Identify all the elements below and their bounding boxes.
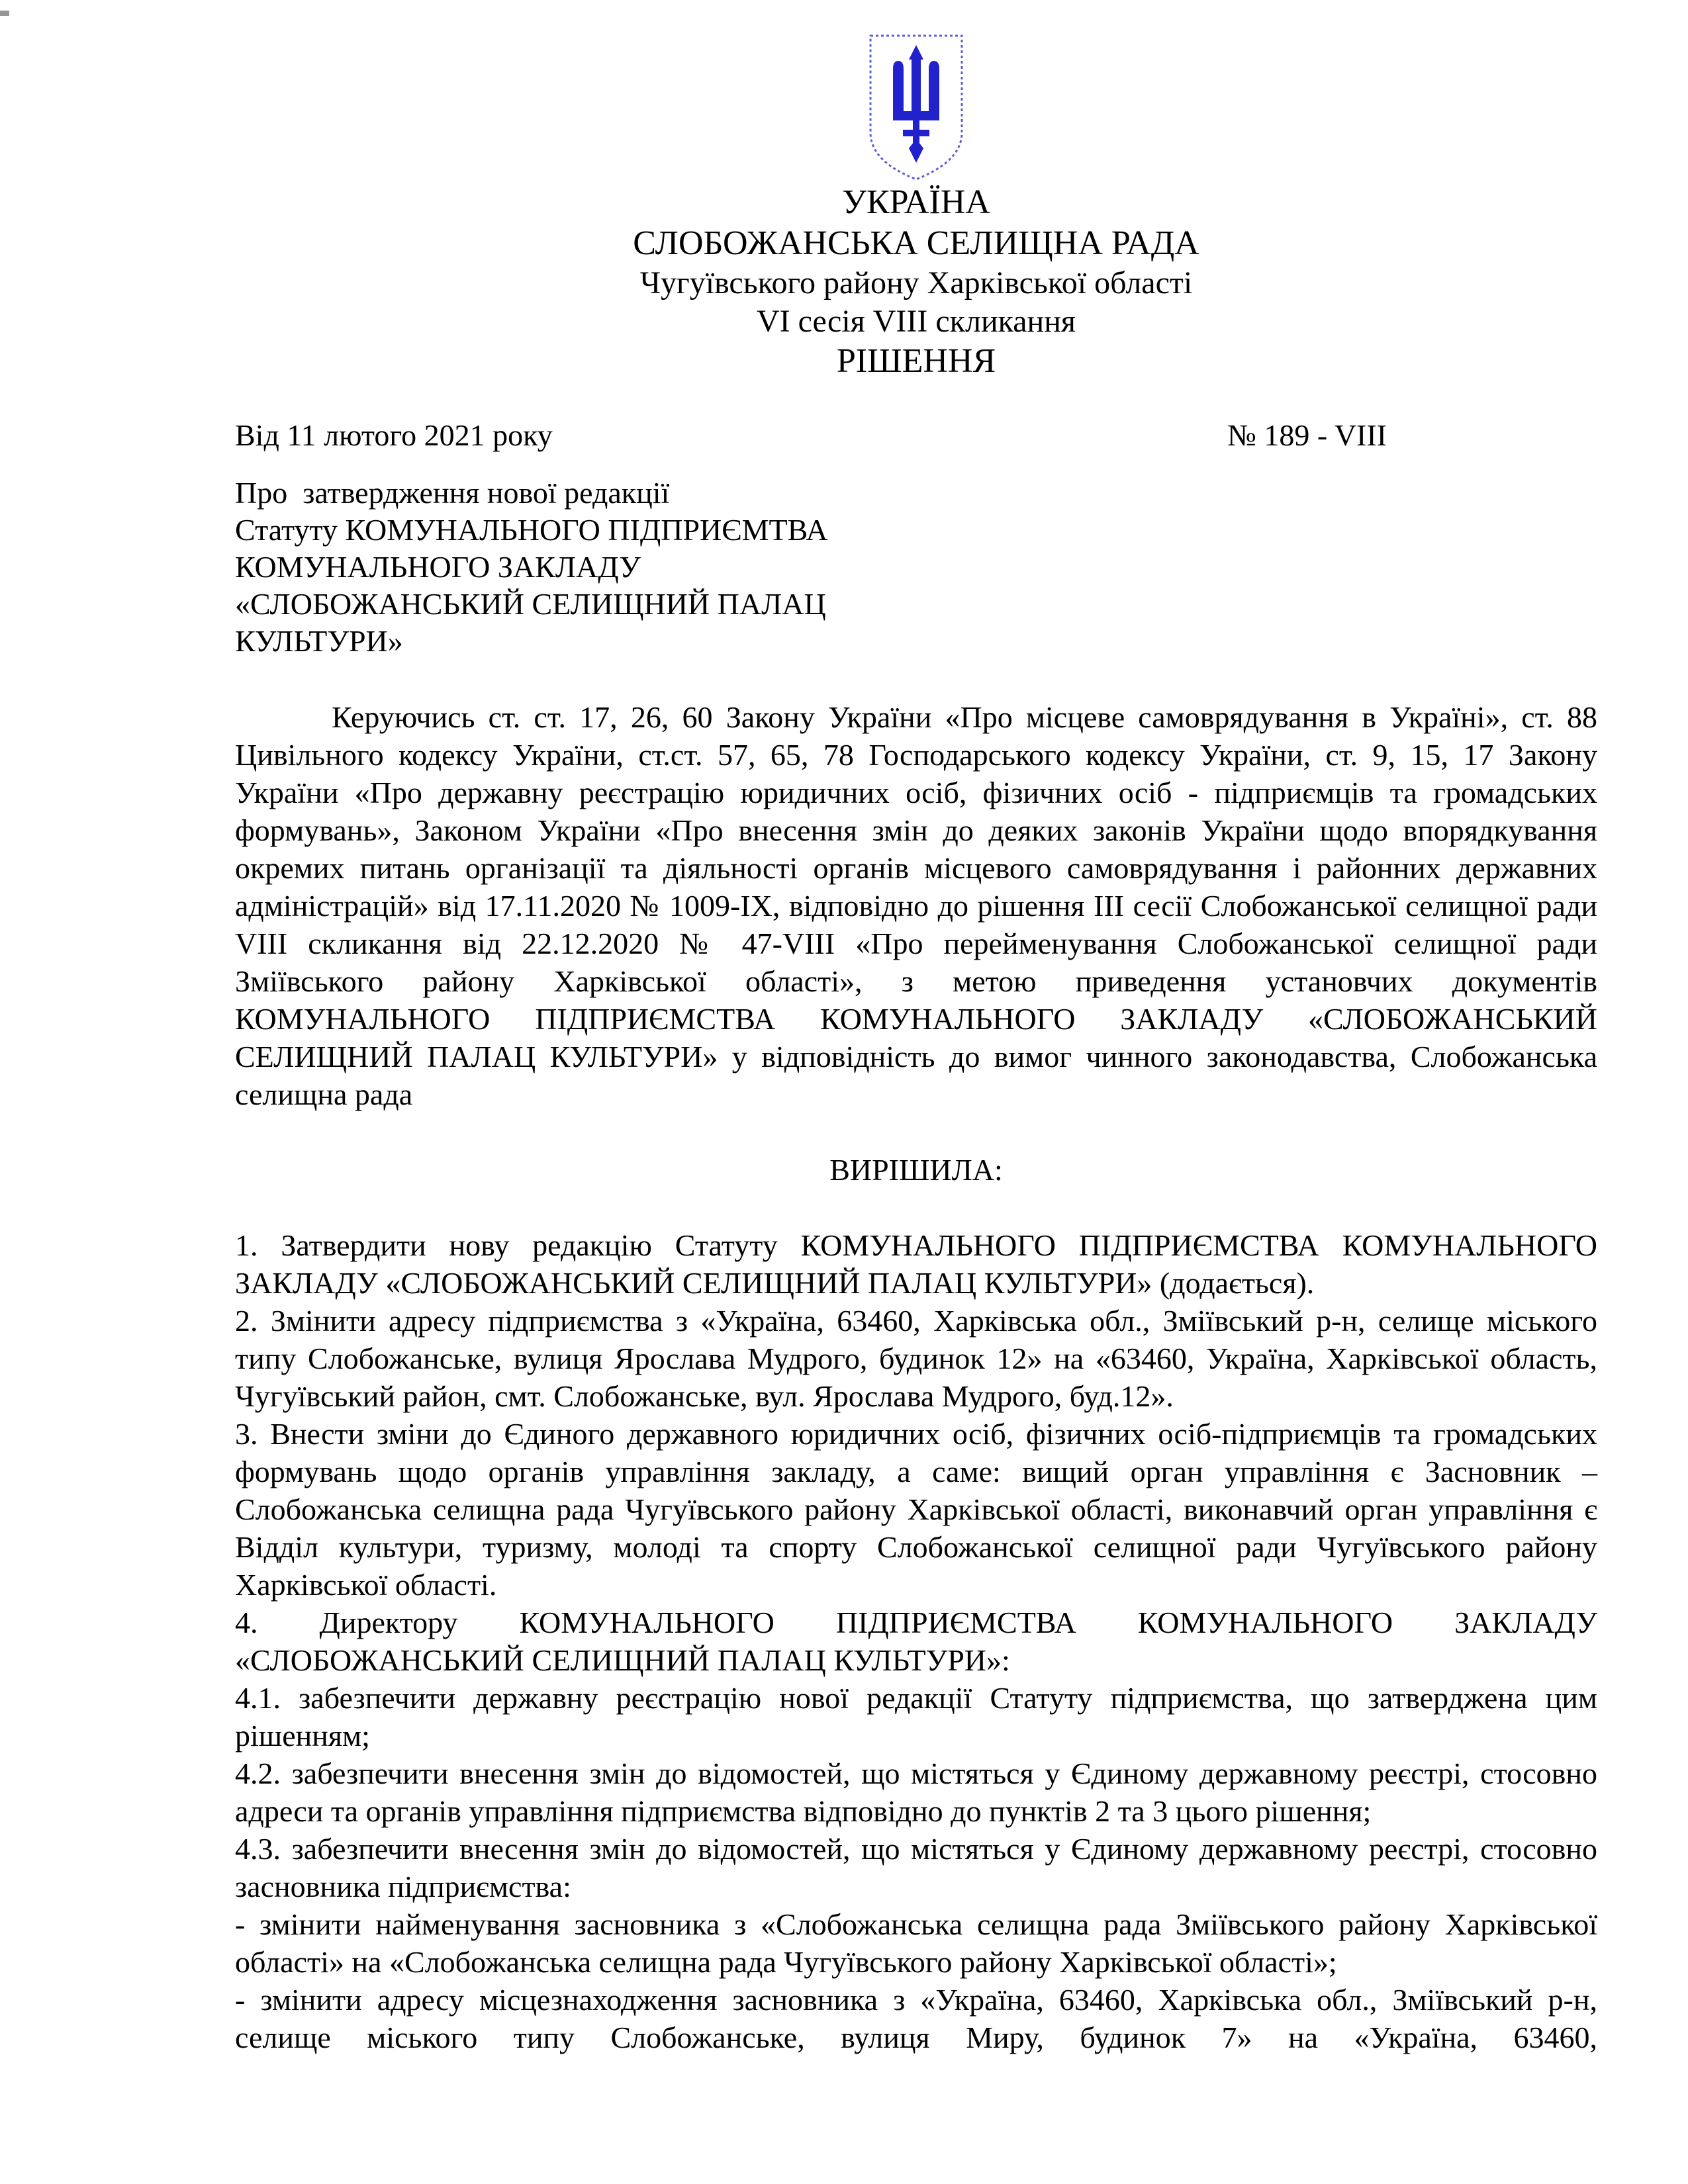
document-type-title: РІШЕННЯ bbox=[836, 342, 996, 380]
resolution-item: 4. Директору КОМУНАЛЬНОГО ПІДПРИЄМСТВА КОМУНАЛЬНОГО ЗАКЛАДУ «СЛОБОЖАНСЬКИЙ СЕЛИЩНИЙ ПАЛАЦ КУЛЬТУРИ»: bbox=[235, 1606, 1597, 1677]
resolved-heading: ВИРІШИЛА: bbox=[829, 1153, 1003, 1187]
resolution-item: - змінити найменування засновника з «Слобожанська селищна рада Зміївського району Харківської області» на «Слобожанська селищна рада Чугуївського району Харківської області»; bbox=[235, 1907, 1597, 1979]
subject-line: Про затвердження нової редакції bbox=[235, 476, 670, 510]
subject-line: КУЛЬТУРИ» bbox=[235, 624, 403, 658]
preamble-paragraph: Керуючись ст. ст. 17, 26, 60 Закону України «Про місцеве самоврядування в Україні», ст. 88 Цивільного кодексу України, ст.ст. 57, 65, 78 Господарського кодексу України, ст. 9, 15, 17 Закону України «Про державну реєстрацію юридичних осіб, фізичних осіб - підприємців та громадських формувань», Законом України «Про внесення змін до деяких законів України щодо впорядкування окремих питань організації та діяльності органів місцевого самоврядування і районних державних адміністрацій» від 17.11.2020 № 1009-ІХ, відповідно до рішення ІІІ сесії Слобожанської селищної ради VIII скликання від 22.12.2020 № 47-VIII «Про перейменування Слобожанської селищної ради Зміївського району Харківської області», з метою приведення установчих документів КОМУНАЛЬНОГО ПІДПРИЄМСТВА КОМУНАЛЬНОГО ЗАКЛАДУ «СЛОБОЖАНСЬКИЙ СЕЛИЩНИЙ ПАЛАЦ КУЛЬТУРИ» у відповідність до вимог чинного законодавства, Слобожанська селищна рада bbox=[235, 700, 1597, 1111]
meta-row bbox=[235, 416, 1597, 455]
header-district: Чугуївського району Харківської області bbox=[639, 265, 1193, 300]
header-session: VI сесія VIII скликання bbox=[757, 304, 1076, 339]
resolution-item: 4.3. забезпечити внесення змін до відомостей, що містяться у Єдиному державному реєстрі, стосовно засновника підприємства: bbox=[235, 1832, 1597, 1903]
document-date: Від 11 лютого 2021 року bbox=[235, 418, 553, 452]
tryzub-emblem bbox=[235, 33, 1597, 182]
subject-line: «СЛОБОЖАНСЬКИЙ СЕЛИЩНИЙ ПАЛАЦ bbox=[235, 587, 826, 621]
header-council: СЛОБОЖАНСЬКА СЕЛИЩНА РАДА bbox=[633, 224, 1199, 262]
subject-block bbox=[235, 475, 1597, 660]
resolution-item: 3. Внести зміни до Єдиного державного юридичних осіб, фізичних осіб-підприємців та громадських формувань щодо органів управління закладу, а саме: вищий орган управління є Засновник – Слобожанська селищна рада Чугуївського району Харківської області, виконавчий орган управління є Відділ культури, туризму, молоді та спорту Слобожанської селищної ради Чугуївського району Харківської області. bbox=[235, 1417, 1597, 1602]
subject-line: Статуту КОМУНАЛЬНОГО ПІДПРИЄМТВА bbox=[235, 513, 828, 547]
subject-line: КОМУНАЛЬНОГО ЗАКЛАДУ bbox=[235, 550, 641, 584]
letterhead bbox=[235, 33, 1597, 382]
resolution-item: - змінити адресу місцезнаходження засновника з «Україна, 63460, Харківська обл., Зміївський р-н, селище міського типу Слобожанське, вулиця Миру, будинок 7» на «Україна, 63460, bbox=[235, 1983, 1597, 2054]
resolution-item: 4.1. забезпечити державну реєстрацію нової редакції Статуту підприємства, що затверджена цим рішенням; bbox=[235, 1681, 1597, 1752]
resolution-item: 4.2. забезпечити внесення змін до відомостей, що містяться у Єдиному державному реєстрі, стосовно адреси та органів управління підприємства відповідно до пунктів 2 та 3 цього рішення; bbox=[235, 1756, 1597, 1828]
resolution-item: 2. Змінити адресу підприємства з «Україна, 63460, Харківська обл., Зміївський р-н, селище міського типу Слобожанське, вулиця Ярослава Мудрого, будинок 12» на «63460, Україна, Харківської область, Чугуївський район, смт. Слобожанське, вул. Ярослава Мудрого, буд.12». bbox=[235, 1304, 1597, 1413]
resolution-item: 1. Затвердити нову редакцію Статуту КОМУНАЛЬНОГО ПІДПРИЄМСТВА КОМУНАЛЬНОГО ЗАКЛАДУ «СЛОБОЖАНСЬКИЙ СЕЛИЩНИЙ ПАЛАЦ КУЛЬТУРИ» (додається). bbox=[235, 1228, 1597, 1300]
header-country: УКРАЇНА bbox=[842, 183, 990, 221]
document-number: № 189 - VIII bbox=[1227, 418, 1387, 452]
resolution-items bbox=[235, 1226, 1597, 2056]
